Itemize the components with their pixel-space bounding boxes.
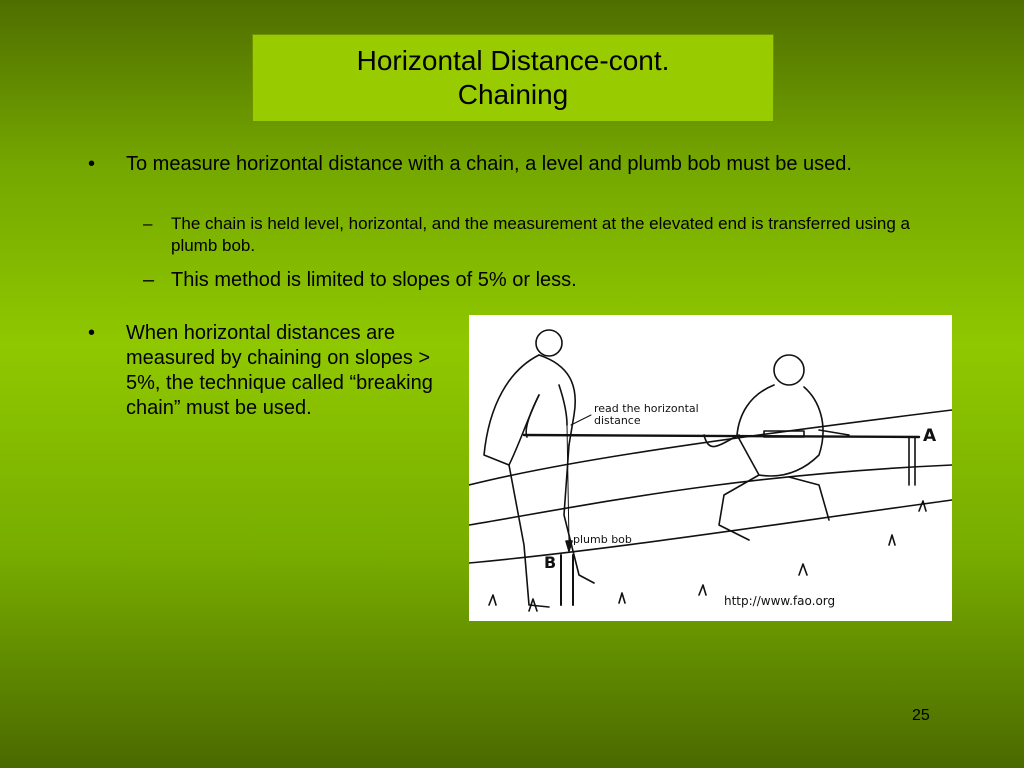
standing-man-arms (526, 385, 567, 437)
label-plumb-bob: plumb bob (573, 533, 632, 546)
pole-b (561, 555, 573, 605)
sub-bullet-item-2 (143, 268, 916, 293)
bullet-item-2 (88, 321, 436, 421)
slide-title-box (252, 34, 774, 122)
bullet-mark: • (88, 322, 96, 344)
label-point-b: B (544, 553, 557, 572)
chain-line (524, 435, 919, 437)
slope-line-lower (469, 500, 952, 563)
sub-bullet-text-2: This method is limited to slopes of 5% or less. (171, 269, 577, 291)
pole-a (909, 437, 915, 485)
bullet-text-1: To measure horizontal distance with a chain, a level and plumb bob must be used. (126, 153, 852, 175)
chaining-drawing (469, 315, 952, 621)
page-number: 25 (912, 707, 930, 724)
figure-credit-url: http://www.fao.org (724, 594, 836, 608)
sub-bullet-mark: – (143, 269, 155, 291)
sub-bullet-text-1: The chain is held level, horizontal, and the measurement at the elevated end is transferred using a plumb bob. (171, 214, 910, 255)
sub-bullet-mark: – (143, 214, 153, 233)
standing-man-legs (509, 445, 594, 607)
bullet-item-1 (88, 152, 916, 177)
standing-man-head (536, 330, 562, 356)
slide-title-line-1: Horizontal Distance-cont. (356, 45, 670, 76)
slope-line-upper (469, 465, 952, 525)
label-read-distance: read the horizontal distance (594, 402, 699, 427)
chaining-illustration (469, 315, 952, 621)
bullet-text-2: When horizontal distances are measured by chaining on slopes > 5%, the technique called “breaking chain” must be used. (126, 322, 433, 419)
sub-bullet-item-1 (143, 213, 916, 257)
label-point-a: A (923, 426, 937, 446)
kneeling-man-head (774, 355, 804, 385)
standing-man-back (484, 355, 539, 465)
slide-title-line-2: Chaining (457, 79, 569, 110)
bullet-mark: • (88, 153, 96, 175)
standing-man-front (539, 355, 575, 445)
